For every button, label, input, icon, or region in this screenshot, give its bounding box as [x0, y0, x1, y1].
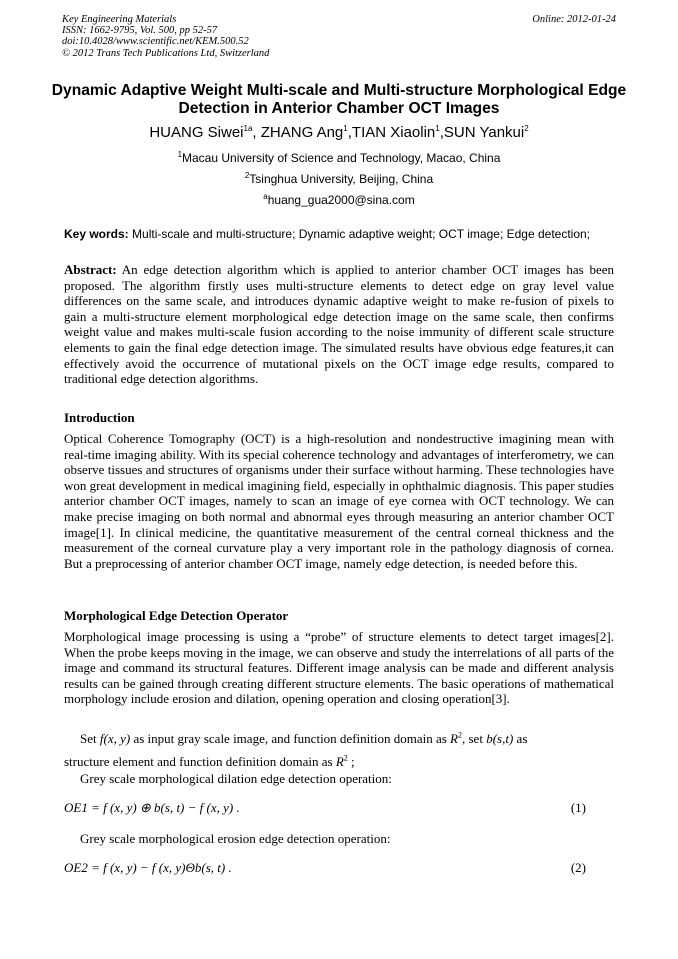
author-sup: 1 [435, 124, 440, 133]
def-text: Set [80, 731, 100, 746]
journal-name: Key Engineering Materials [62, 14, 177, 25]
keywords-text: Multi-scale and multi-structure; Dynamic adaptive weight; OCT image; Edge detection; [128, 227, 591, 241]
journal-header [62, 14, 616, 59]
affiliation-sup: 1 [177, 150, 183, 159]
affiliation-1 [40, 151, 638, 165]
math-bst: b(s,t) [486, 731, 514, 746]
morph-text: Morphological image processing is using a “probe” of structure elements to detect target images[2]. When the probe keeps moving in the image, we can observe and study the interrelations of all parts of the image and command its structural features. Different image analysis can be made and different analysis results can be gained through creating different structure elements. The basic operations of mathematical morphology include erosion and dilation, opening operation and closing operation[3]. [64, 629, 614, 707]
affiliation-2 [40, 172, 638, 186]
morph-heading: Morphological Edge Detection Operator [64, 608, 289, 623]
affiliation-text: Tsinghua University, Beijing, China [249, 172, 434, 186]
email-link[interactable]: huang_gua2000@sina.com [267, 193, 415, 207]
math-r2: R [450, 731, 458, 746]
author-sep: , [439, 124, 444, 141]
author-name: ZHANG Ang [260, 124, 344, 141]
dilation-label: Grey scale morphological dilation edge detection operation: [80, 771, 392, 786]
keywords [64, 227, 624, 241]
definition-line-2: structure element and function definition domain as $R^2$ ; [64, 753, 355, 769]
author-sup: 1 [343, 124, 348, 133]
abstract-text: An edge detection algorithm which is applied to anterior chamber OCT images has been proposed. The algorithm firstly uses multi-structure elements to detect edge on gray level value differences on the same scale, and introduces dynamic adaptive weight to make re-fusion of pixels to gain a multi-structure element morphological edge detection image on the same scale, then confirms weight value and makes multi-scale fusion according to the noise immunity of different scale structure elements to gain the final edge detection image. The simulated results have obvious edge features,it can effectively avoid the occurrence of mutational pixels on the OCT image edge results, compared to traditional edge detection algorithms. [64, 262, 614, 387]
erosion-label: Grey scale morphological erosion edge detection operation: [80, 831, 391, 846]
keywords-label: Key words: [64, 227, 129, 241]
def-text: as input gray scale image, and function definition domain as [130, 731, 451, 746]
equation-2-body: OE2 = f (x, y) − f (x, y)Θb(s, t) . [64, 860, 232, 875]
definition-line-1: Set f(x, y) as input gray scale image, and function definition domain as $R^2$, set b(s,t) as [80, 730, 528, 746]
author-email [40, 193, 638, 207]
def-text: , set [462, 731, 487, 746]
introduction-heading: Introduction [64, 410, 135, 425]
paper-title: Dynamic Adaptive Weight Multi-scale and Multi-structure Morphological Edge Detection in Anterior Chamber OCT Images [51, 82, 627, 117]
author-name: TIAN Xiaolin [351, 124, 436, 141]
author-sep: , [347, 124, 352, 141]
def-text: structure element and function definition domain as [64, 754, 336, 769]
author-sup: 2 [524, 124, 529, 133]
abstract [64, 262, 614, 387]
def-text: as [513, 731, 528, 746]
equation-2 [64, 860, 614, 876]
author-sup: 1a [243, 124, 253, 133]
math-r2: R [335, 754, 344, 769]
equation-2-number: (2) [570, 860, 586, 875]
author-list [40, 124, 638, 142]
equation-1-number: (1) [570, 800, 586, 815]
affiliation-sup: 2 [244, 171, 250, 180]
affiliation-sup: a [263, 192, 268, 201]
abstract-label: Abstract: [64, 262, 117, 277]
introduction-text: Optical Coherence Tomography (OCT) is a high-resolution and nondestructive imagining mean with real-time imaging ability. With its special coherence technology and advantages of interferometry, we can observe tissues and structures of organisms under their surface without harming. These technologies have won great development in medical imagining field, especially in ophthalmic diagnosis. This paper studies anterior chamber OCT images, namely to scan an image of eye cornea with OCT technology. We can make precise imaging on both normal and abnormal eyes through measuring an anterior chamber OCT image[1]. In clinical medicine, the quantitative measurement of the central corneal thickness and the measurement of the corneal curvature play a very important role in the pathology diagnosis of cornea. But a preprocessing of anterior chamber OCT image, namely edge detection, is needed before this. [64, 431, 614, 571]
equation-1 [64, 800, 614, 816]
journal-copyright: © 2012 Trans Tech Publications Ltd, Switzerland [62, 47, 270, 59]
online-date: Online: 2012-01-24 [532, 14, 616, 25]
author-sep: , [252, 124, 261, 141]
author-name: HUANG Siwei [149, 124, 244, 141]
journal-doi: doi:10.4028/www.scientific.net/KEM.500.52 [62, 36, 249, 48]
equation-1-body: OE1 = f (x, y) ⊕ b(s, t) − f (x, y) . [64, 800, 240, 815]
def-text: ; [347, 754, 355, 769]
affiliation-text: Macau University of Science and Technology, Macao, China [182, 151, 501, 165]
author-name: SUN Yankui [443, 124, 525, 141]
math-fxy: f(x, y) [99, 731, 131, 746]
journal-issn: ISSN: 1662-9795, Vol. 500, pp 52-57 [62, 25, 218, 37]
